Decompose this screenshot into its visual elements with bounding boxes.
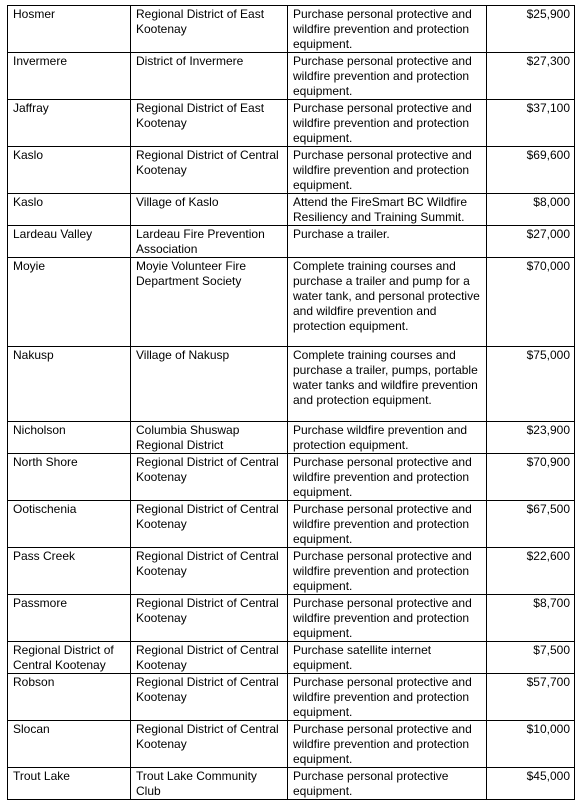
community-cell: Robson (8, 674, 131, 721)
purpose-cell: Complete training courses and purchase a trailer and pump for a water tank, and personal protective and wildfire prevention and protection equipment. (288, 258, 487, 347)
community-cell: Regional District of Central Kootenay (8, 642, 131, 674)
purpose-cell: Purchase satellite internet equipment. (288, 642, 487, 674)
purpose-cell: Purchase personal protective and wildfire prevention and protection equipment. (288, 100, 487, 147)
community-cell: Moyie (8, 258, 131, 347)
purpose-cell: Purchase personal protective equipment. (288, 768, 487, 800)
purpose-cell: Purchase personal protective and wildfire prevention and protection equipment. (288, 6, 487, 53)
applicant-cell: Regional District of Central Kootenay (131, 674, 288, 721)
applicant-cell: Regional District of East Kootenay (131, 100, 288, 147)
purpose-cell: Purchase personal protective and wildfire prevention and protection equipment. (288, 548, 487, 595)
purpose-cell: Purchase personal protective and wildfire prevention and protection equipment. (288, 501, 487, 548)
amount-cell: $57,700 (487, 674, 575, 721)
purpose-cell: Purchase a trailer. (288, 226, 487, 258)
amount-cell: $8,700 (487, 595, 575, 642)
funding-table (7, 5, 575, 800)
applicant-cell: Regional District of Central Kootenay (131, 454, 288, 501)
table-row (8, 6, 575, 53)
amount-cell: $7,500 (487, 642, 575, 674)
community-cell: North Shore (8, 454, 131, 501)
table-row (8, 347, 575, 422)
purpose-cell: Complete training courses and purchase a trailer, pumps, portable water tanks and wildfire prevention and protection equipment. (288, 347, 487, 422)
applicant-cell: Regional District of Central Kootenay (131, 501, 288, 548)
table-row (8, 422, 575, 454)
applicant-cell: Regional District of Central Kootenay (131, 595, 288, 642)
amount-cell: $23,900 (487, 422, 575, 454)
amount-cell: $37,100 (487, 100, 575, 147)
table-row (8, 721, 575, 768)
community-cell: Nicholson (8, 422, 131, 454)
community-cell: Kaslo (8, 147, 131, 194)
community-cell: Hosmer (8, 6, 131, 53)
applicant-cell: Village of Kaslo (131, 194, 288, 226)
purpose-cell: Purchase personal protective and wildfire prevention and protection equipment. (288, 53, 487, 100)
purpose-cell: Purchase personal protective and wildfire prevention and protection equipment. (288, 454, 487, 501)
table-row (8, 147, 575, 194)
applicant-cell: Trout Lake Community Club (131, 768, 288, 800)
community-cell: Invermere (8, 53, 131, 100)
table-row (8, 100, 575, 147)
community-cell: Slocan (8, 721, 131, 768)
community-cell: Trout Lake (8, 768, 131, 800)
amount-cell: $27,300 (487, 53, 575, 100)
amount-cell: $10,000 (487, 721, 575, 768)
table-row (8, 53, 575, 100)
applicant-cell: Columbia Shuswap Regional District (131, 422, 288, 454)
community-cell: Pass Creek (8, 548, 131, 595)
amount-cell: $22,600 (487, 548, 575, 595)
table-row (8, 501, 575, 548)
community-cell: Nakusp (8, 347, 131, 422)
table-row (8, 194, 575, 226)
amount-cell: $45,000 (487, 768, 575, 800)
table-row (8, 595, 575, 642)
amount-cell: $8,000 (487, 194, 575, 226)
applicant-cell: Regional District of Central Kootenay (131, 147, 288, 194)
amount-cell: $70,900 (487, 454, 575, 501)
amount-cell: $69,600 (487, 147, 575, 194)
table-row (8, 674, 575, 721)
applicant-cell: Lardeau Fire Prevention Association (131, 226, 288, 258)
applicant-cell: Regional District of Central Kootenay (131, 642, 288, 674)
purpose-cell: Purchase personal protective and wildfire prevention and protection equipment. (288, 674, 487, 721)
purpose-cell: Purchase wildfire prevention and protection equipment. (288, 422, 487, 454)
amount-cell: $25,900 (487, 6, 575, 53)
community-cell: Kaslo (8, 194, 131, 226)
applicant-cell: Moyie Volunteer Fire Department Society (131, 258, 288, 347)
purpose-cell: Attend the FireSmart BC Wildfire Resiliency and Training Summit. (288, 194, 487, 226)
table-row (8, 454, 575, 501)
purpose-cell: Purchase personal protective and wildfire prevention and protection equipment. (288, 595, 487, 642)
community-cell: Ootischenia (8, 501, 131, 548)
community-cell: Jaffray (8, 100, 131, 147)
amount-cell: $70,000 (487, 258, 575, 347)
amount-cell: $67,500 (487, 501, 575, 548)
table-row (8, 548, 575, 595)
applicant-cell: Village of Nakusp (131, 347, 288, 422)
applicant-cell: Regional District of Central Kootenay (131, 548, 288, 595)
purpose-cell: Purchase personal protective and wildfire prevention and protection equipment. (288, 147, 487, 194)
community-cell: Lardeau Valley (8, 226, 131, 258)
purpose-cell: Purchase personal protective and wildfire prevention and protection equipment. (288, 721, 487, 768)
applicant-cell: District of Invermere (131, 53, 288, 100)
amount-cell: $75,000 (487, 347, 575, 422)
applicant-cell: Regional District of East Kootenay (131, 6, 288, 53)
community-cell: Passmore (8, 595, 131, 642)
applicant-cell: Regional District of Central Kootenay (131, 721, 288, 768)
table-row (8, 258, 575, 347)
table-row (8, 642, 575, 674)
table-row (8, 768, 575, 800)
amount-cell: $27,000 (487, 226, 575, 258)
table-row (8, 226, 575, 258)
